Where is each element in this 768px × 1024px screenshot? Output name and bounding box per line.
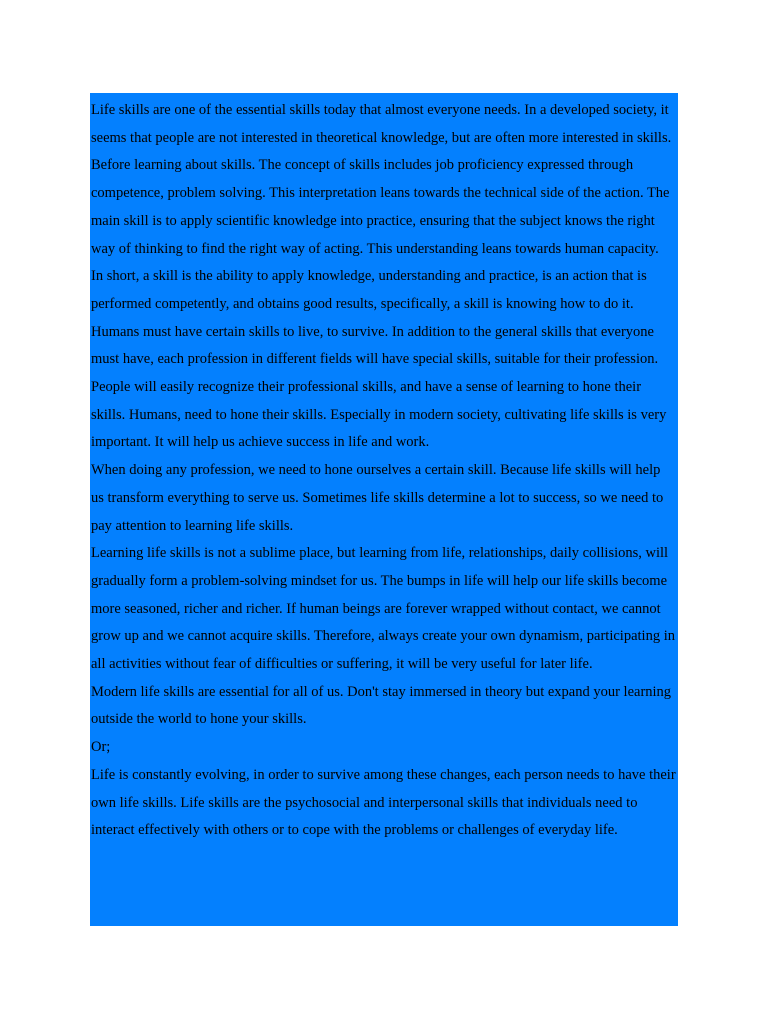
highlighted-text-block <box>90 93 678 926</box>
paragraph-3: In short, a skill is the ability to apply knowledge, understanding and practice, is an action that is performed competently, and obtains good results, specifically, a skill is knowing how to do it. Humans must have certain skills to live, to survive. In addition to the general skills that everyone must have, each profession in different fields will have special skills, suitable for their profession. People will easily recognize their professional skills, and have a sense of learning to hone their skills. Humans, need to hone their skills. Especially in modern society, cultivating life skills is very important. It will help us achieve success in life and work. <box>91 268 667 451</box>
paragraph-2: Before learning about skills. The concept of skills includes job proficiency expressed through competence, problem solving. This interpretation leans towards the technical side of the action. The main skill is to apply scientific knowledge into practice, ensuring that the subject knows the right way of thinking to find the right way of acting. This understanding leans towards human capacity. <box>91 157 670 257</box>
paragraph-5: Learning life skills is not a sublime place, but learning from life, relationships, daily collisions, will gradually form a problem-solving mindset for us. The bumps in life will help our life skills become more seasoned, richer and richer. If human beings are forever wrapped without contact, we cannot grow up and we cannot acquire skills. Therefore, always create your own dynamism, participating in all activities without fear of difficulties or suffering, it will be very useful for later life. <box>91 545 675 673</box>
paragraph-6: Modern life skills are essential for all of us. Don't stay immersed in theory but expand your learning outside the world to hone your skills. <box>91 683 672 728</box>
paragraph-8: Life is constantly evolving, in order to survive among these changes, each person needs to have their own life skills. Life skills are the psychosocial and interpersonal skills that individuals need to interact effectively with others or to cope with the problems or challenges of everyday life. <box>91 766 676 839</box>
paragraph-7: Or; <box>91 739 111 756</box>
paragraph-1: Life skills are one of the essential skills today that almost everyone needs. In a developed society, it seems that people are not interested in theoretical knowledge, but are often more interested in skills. <box>91 102 672 146</box>
paragraph-4: When doing any profession, we need to hone ourselves a certain skill. Because life skills will help us transform everything to serve us. Sometimes life skills determine a lot to success, so we need to pay attention to learning life skills. <box>91 462 664 534</box>
